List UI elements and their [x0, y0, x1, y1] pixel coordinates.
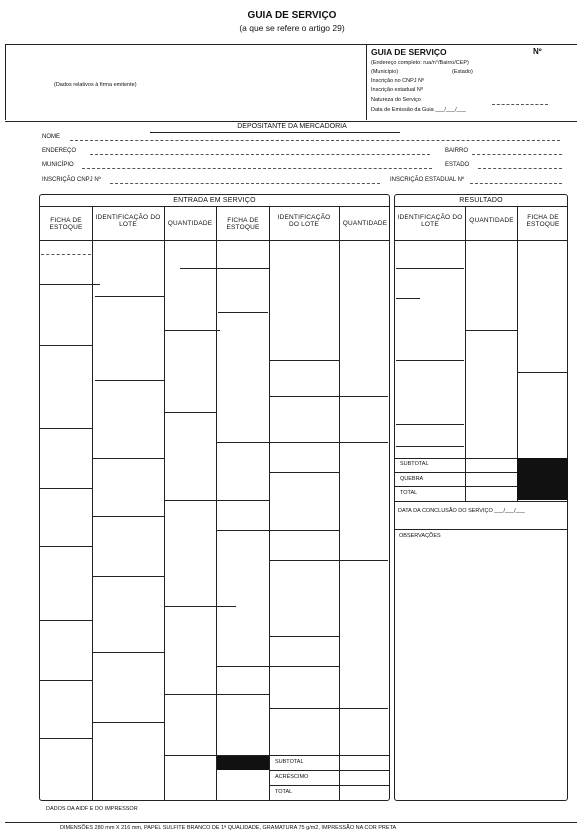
result-row-line: [517, 372, 567, 373]
result-total-label: TOTAL: [400, 490, 418, 496]
company-state-label: (Estado): [452, 69, 473, 75]
entry-increase-line: [269, 785, 390, 786]
entry-row-line: [40, 345, 92, 346]
entry-row-line: [95, 296, 165, 297]
issuer-box-label: (Dados relativos à firma emitente): [54, 82, 137, 88]
service-nature-field[interactable]: [492, 104, 548, 105]
entry-row-line: [269, 636, 339, 637]
entry-totals-top-line: [164, 755, 390, 756]
entry-col-sep-4: [269, 206, 270, 801]
entry-col-sep-5: [339, 206, 340, 801]
printer-data-label: DADOS DA AIDF E DO IMPRESSOR: [46, 806, 138, 812]
entry-row-line: [40, 738, 92, 739]
company-address-line: (Endereço completo: rua/n°/Bairro/CEP): [371, 60, 469, 66]
entry-row-line: [40, 546, 92, 547]
entry-row-line: [40, 620, 92, 621]
depositor-district-field[interactable]: [472, 154, 562, 155]
entry-row-line: [165, 330, 220, 331]
result-table-title: RESULTADO: [459, 197, 503, 204]
result-quebra-line: [394, 486, 517, 487]
entry-row-line: [92, 516, 164, 517]
entry-total-label: TOTAL: [275, 789, 293, 795]
depositor-address-field[interactable]: [90, 154, 430, 155]
depositor-district-label: BAIRRO: [445, 148, 469, 154]
left-border: [5, 44, 6, 120]
result-row-line: [396, 298, 420, 299]
depositor-state-field[interactable]: [478, 168, 562, 169]
entry-row-line: [40, 284, 100, 285]
completion-date-label: DATA DA CONCLUSÃO DO SERVIÇO ___/___/___: [398, 508, 525, 514]
depositor-section-title: DEPOSITANTE DA MERCADORIA: [237, 123, 347, 130]
entry-subtotal-blackout: [217, 756, 269, 770]
entry-row-line: [164, 606, 236, 607]
entry-row-line: [269, 708, 388, 709]
entry-row-line: [180, 268, 270, 269]
entry-header-lot-id-1: IDENTIFICAÇÃO DO LOTE: [95, 214, 161, 229]
entry-row-line: [92, 652, 164, 653]
depositor-cnpj-label: INSCRIÇÃO CNPJ Nº: [42, 177, 101, 183]
result-title-line: [394, 206, 568, 207]
result-totals-blackout: [517, 458, 568, 500]
result-row-line: [396, 424, 464, 425]
entry-increase-label: ACRÉSCIMO: [275, 774, 309, 780]
result-row-line: [396, 268, 464, 269]
entry-table-title: ENTRADA EM SERVIÇO: [173, 197, 256, 204]
entry-row-line: [92, 458, 164, 459]
entry-header-stock-card-2: FICHA DE ESTOQUE: [226, 217, 260, 232]
entry-row-line: [40, 680, 92, 681]
entry-row-line: [216, 530, 339, 531]
entry-row-line: [92, 576, 164, 577]
company-block-title: GUIA DE SERVIÇO: [371, 47, 447, 57]
company-state-reg-label: Inscrição estadual Nº: [371, 87, 423, 93]
completion-date-line: [394, 529, 568, 530]
result-col-sep-1: [465, 206, 466, 501]
entry-row-line: [40, 428, 92, 429]
entry-row-line: [40, 488, 92, 489]
result-row-line: [396, 446, 464, 447]
page-title: GUIA DE SERVIÇO: [247, 10, 337, 21]
depositor-name-field[interactable]: [70, 140, 560, 141]
result-header-quantity: QUANTIDADE: [469, 217, 514, 224]
company-city-label: (Município): [371, 69, 399, 75]
entry-row-line: [216, 442, 388, 443]
entry-row-line: [269, 560, 388, 561]
service-nature-label: Natureza do Serviço: [371, 97, 421, 103]
entry-header-stock-card-1: FICHA DE ESTOQUE: [49, 217, 83, 232]
entry-subtotal-label: SUBTOTAL: [275, 759, 304, 765]
entry-col-sep-3: [216, 206, 217, 801]
result-total-line: [394, 501, 568, 502]
entry-subtotal-line: [269, 770, 390, 771]
entry-row-line: [218, 312, 268, 313]
depositor-name-label: NOME: [42, 134, 60, 140]
entry-row-line: [41, 254, 91, 255]
depositor-state-label: ESTADO: [445, 162, 470, 168]
entry-row-line: [164, 500, 269, 501]
result-subtotal-line: [394, 472, 517, 473]
depositor-title-line: [150, 132, 400, 133]
entry-col-sep-1: [92, 206, 93, 801]
result-col-sep-2: [517, 206, 518, 501]
paper-spec-line: DIMENSÕES 280 mm X 216 mm, PAPEL SULFITE BRANCO DE 1ª QUALIDADE, GRAMATURA 75 g/m2, IMPRESSÃO NA COR PRETA: [60, 825, 397, 831]
entry-row-line: [164, 694, 269, 695]
entry-row-line: [270, 396, 388, 397]
depositor-cnpj-field[interactable]: [110, 183, 380, 184]
top-border: [5, 44, 577, 45]
result-subtotal-label: SUBTOTAL: [400, 461, 429, 467]
result-header-line: [394, 240, 568, 241]
page-subtitle: (a que se refere o artigo 29): [239, 23, 345, 33]
result-quebra-label: QUEBRA: [400, 476, 424, 482]
result-header-lot-id: IDENTIFICAÇÃO DO LOTE: [397, 214, 463, 229]
depositor-top-line: [5, 121, 577, 122]
entry-row-line: [92, 722, 164, 723]
entry-row-line: [270, 360, 340, 361]
company-cnpj-label: Inscrição no CNPJ Nº: [371, 78, 425, 84]
entry-header-line: [39, 240, 390, 241]
observations-label: OBSERVAÇÕES: [399, 533, 441, 539]
entry-header-lot-id-2: IDENTIFICAÇÃO DO LOTE: [277, 214, 331, 229]
entry-header-quantity-2: QUANTIDADE: [342, 220, 388, 227]
depositor-address-label: ENDEREÇO: [42, 148, 77, 154]
result-header-stock-card: FICHA DE ESTOQUE: [526, 214, 560, 229]
entry-row-line: [165, 412, 217, 413]
result-row-line: [465, 330, 517, 331]
issue-date-label: Data de Emissão da Guia ___/___/___: [371, 107, 466, 113]
depositor-city-field[interactable]: [82, 168, 432, 169]
depositor-city-label: MUNICÍPIO: [42, 162, 74, 168]
depositor-state-reg-label: INSCRIÇÃO ESTADUAL Nº: [390, 177, 465, 183]
depositor-state-reg-field[interactable]: [470, 183, 562, 184]
result-row-line: [396, 360, 464, 361]
entry-row-line: [269, 472, 339, 473]
footer-line: [5, 822, 577, 823]
guide-number-label: Nº: [533, 47, 542, 56]
entry-row-line: [95, 380, 165, 381]
entry-row-line: [216, 666, 339, 667]
company-block-divider: [366, 44, 367, 120]
entry-header-quantity-1: QUANTIDADE: [167, 220, 213, 227]
